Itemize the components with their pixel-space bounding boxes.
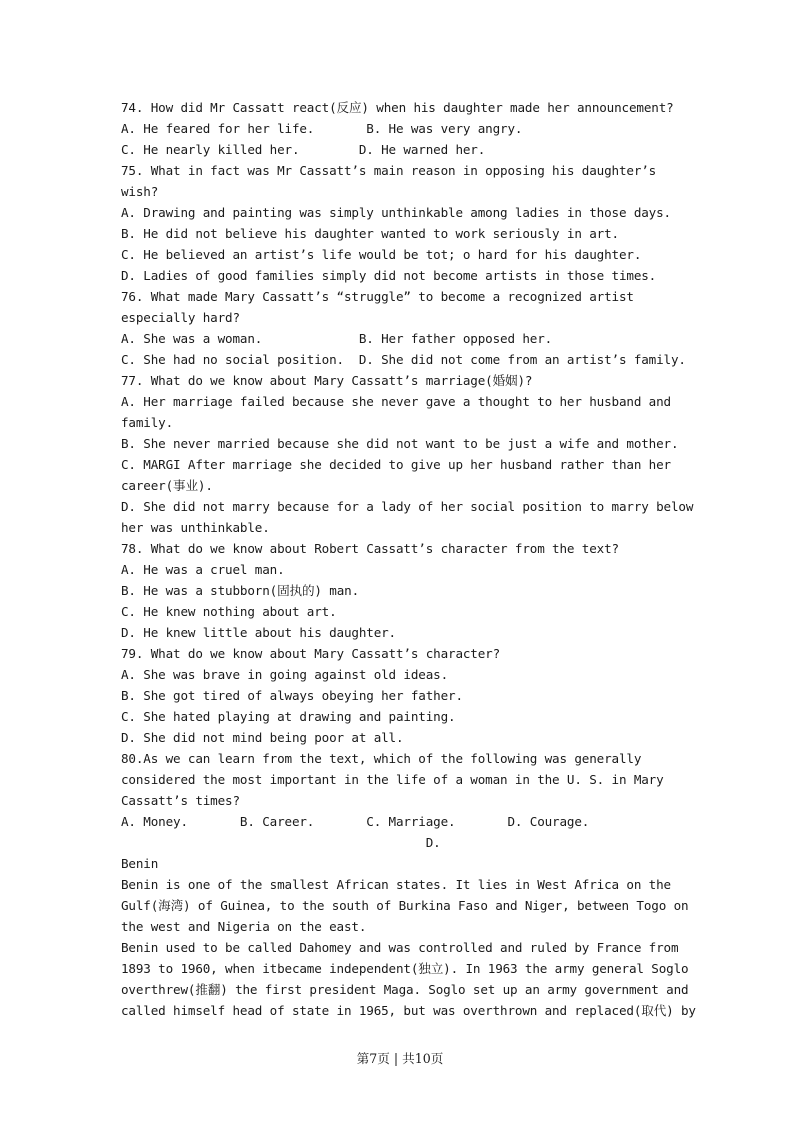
text-line: 80.As we can learn from the text, which of the following was generally bbox=[121, 751, 642, 766]
text-line: Benin is one of the smallest African states. It lies in West Africa on the bbox=[121, 877, 671, 892]
text-line: family. bbox=[121, 415, 174, 430]
text-line: C. He nearly killed her. D. He warned her. bbox=[121, 142, 486, 157]
page-body bbox=[121, 97, 696, 1021]
text-line: B. He did not believe his daughter wanted to work seriously in art. bbox=[121, 226, 619, 241]
text-line: wish? bbox=[121, 184, 159, 199]
text-line: especially hard? bbox=[121, 310, 240, 325]
text-line: A. Her marriage failed because she never gave a thought to her husband and bbox=[121, 394, 671, 409]
text-line: D. She did not mind being poor at all. bbox=[121, 730, 404, 745]
text-line: A. She was a woman. B. Her father opposed her. bbox=[121, 331, 553, 346]
text-line: Gulf(海湾) of Guinea, to the south of Burkina Faso and Niger, between Togo on bbox=[121, 898, 689, 913]
text-line: A. He feared for her life. B. He was very angry. bbox=[121, 121, 523, 136]
text-line: B. She never married because she did not want to be just a wife and mother. bbox=[121, 436, 679, 451]
text-line: D. Ladies of good families simply did not become artists in those times. bbox=[121, 268, 657, 283]
text-line: D. She did not marry because for a lady of her social position to marry below bbox=[121, 499, 694, 514]
text-line: Cassatt’s times? bbox=[121, 793, 240, 808]
text-line: A. She was brave in going against old ideas. bbox=[121, 667, 449, 682]
text-line: 77. What do we know about Mary Cassatt’s marriage(婚姻)? bbox=[121, 373, 533, 388]
text-line: 78. What do we know about Robert Cassatt’s character from the text? bbox=[121, 541, 619, 556]
text-line: C. He knew nothing about art. bbox=[121, 604, 337, 619]
text-line: career(事业). bbox=[121, 478, 213, 493]
text-line: D. bbox=[121, 835, 441, 850]
text-line: C. She hated playing at drawing and painting. bbox=[121, 709, 456, 724]
text-line: the west and Nigeria on the east. bbox=[121, 919, 367, 934]
text-line: A. He was a cruel man. bbox=[121, 562, 285, 577]
text-line: A. Drawing and painting was simply unthinkable among ladies in those days. bbox=[121, 205, 671, 220]
text-line: her was unthinkable. bbox=[121, 520, 270, 535]
text-line: 79. What do we know about Mary Cassatt’s character? bbox=[121, 646, 501, 661]
text-line: B. She got tired of always obeying her father. bbox=[121, 688, 463, 703]
page-footer: 第7页 | 共10页 bbox=[356, 1051, 444, 1066]
text-line: 1893 to 1960, when itbecame independent(独立). In 1963 the army general Soglo bbox=[121, 961, 689, 976]
text-line: Benin used to be called Dahomey and was controlled and ruled by France from bbox=[121, 940, 679, 955]
passage-title: Benin bbox=[121, 856, 159, 871]
text-line: 76. What made Mary Cassatt’s “struggle” to become a recognized artist bbox=[121, 289, 634, 304]
text-line: D. He knew little about his daughter. bbox=[121, 625, 396, 640]
text-line: C. She had no social position. D. She did not come from an artist’s family. bbox=[121, 352, 686, 367]
text-line: 75. What in fact was Mr Cassatt’s main reason in opposing his daughter’s bbox=[121, 163, 657, 178]
text-line: 74. How did Mr Cassatt react(反应) when his daughter made her announcement? bbox=[121, 100, 674, 115]
text-line: called himself head of state in 1965, but was overthrown and replaced(取代) by bbox=[121, 1003, 696, 1018]
text-line: overthrew(推翻) the first president Maga. Soglo set up an army government and bbox=[121, 982, 689, 997]
text-line: C. He believed an artist’s life would be tot; o hard for his daughter. bbox=[121, 247, 642, 262]
text-line: A. Money. B. Career. C. Marriage. D. Courage. bbox=[121, 814, 590, 829]
text-line: C. MARGI After marriage she decided to give up her husband rather than her bbox=[121, 457, 671, 472]
text-line: considered the most important in the life of a woman in the U. S. in Mary bbox=[121, 772, 664, 787]
text-line: B. He was a stubborn(固执的) man. bbox=[121, 583, 359, 598]
